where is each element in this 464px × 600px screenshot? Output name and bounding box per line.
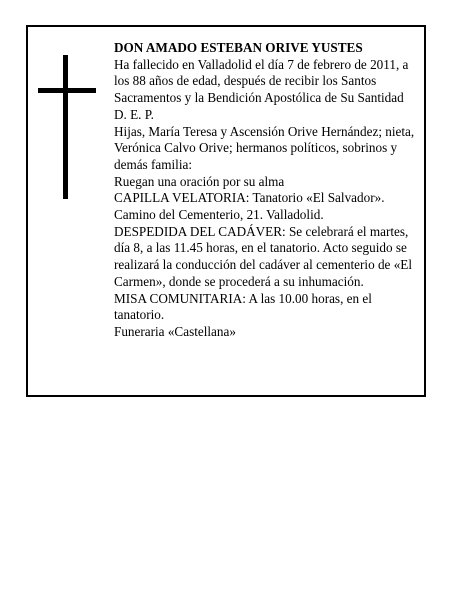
cross-icon [38, 55, 96, 199]
rip-line: D. E. P. [114, 106, 154, 122]
prayer-request: Ruegan una oración por su alma [114, 173, 285, 189]
mass-info: MISA COMUNITARIA: A las 10.00 horas, en el tanatorio. [114, 290, 372, 323]
wake-chapel-info: CAPILLA VELATORIA: Tanatorio «El Salvador». Camino del Cementerio, 21. Valladolid. [114, 190, 385, 223]
farewell-info: DESPEDIDA DEL CADÁVER: Se celebrará el martes, día 8, a las 11.45 horas, en el tanatorio. Acto seguido se realizará la conducción del cadáver al cementerio de «El Carmen», donde se procederá a su inhumación. [114, 223, 413, 289]
deceased-name: DON AMADO ESTEBAN ORIVE YUSTES [114, 40, 363, 55]
funeral-home: Funeraria «Castellana» [114, 323, 236, 339]
cross-horizontal-bar [38, 88, 96, 93]
obituary-notice [26, 25, 426, 397]
cross-vertical-bar [63, 55, 68, 199]
family-list: Hijas, María Teresa y Ascensión Orive Hernández; nieta, Verónica Calvo Orive; hermanos políticos, sobrinos y demás familia: [114, 123, 415, 172]
obituary-text [114, 40, 424, 341]
death-announcement: Ha fallecido en Valladolid el día 7 de febrero de 2011, a los 88 años de edad, después de recibir los Santos Sacramentos y la Bendición Apostólica de Su Santidad [114, 56, 409, 106]
